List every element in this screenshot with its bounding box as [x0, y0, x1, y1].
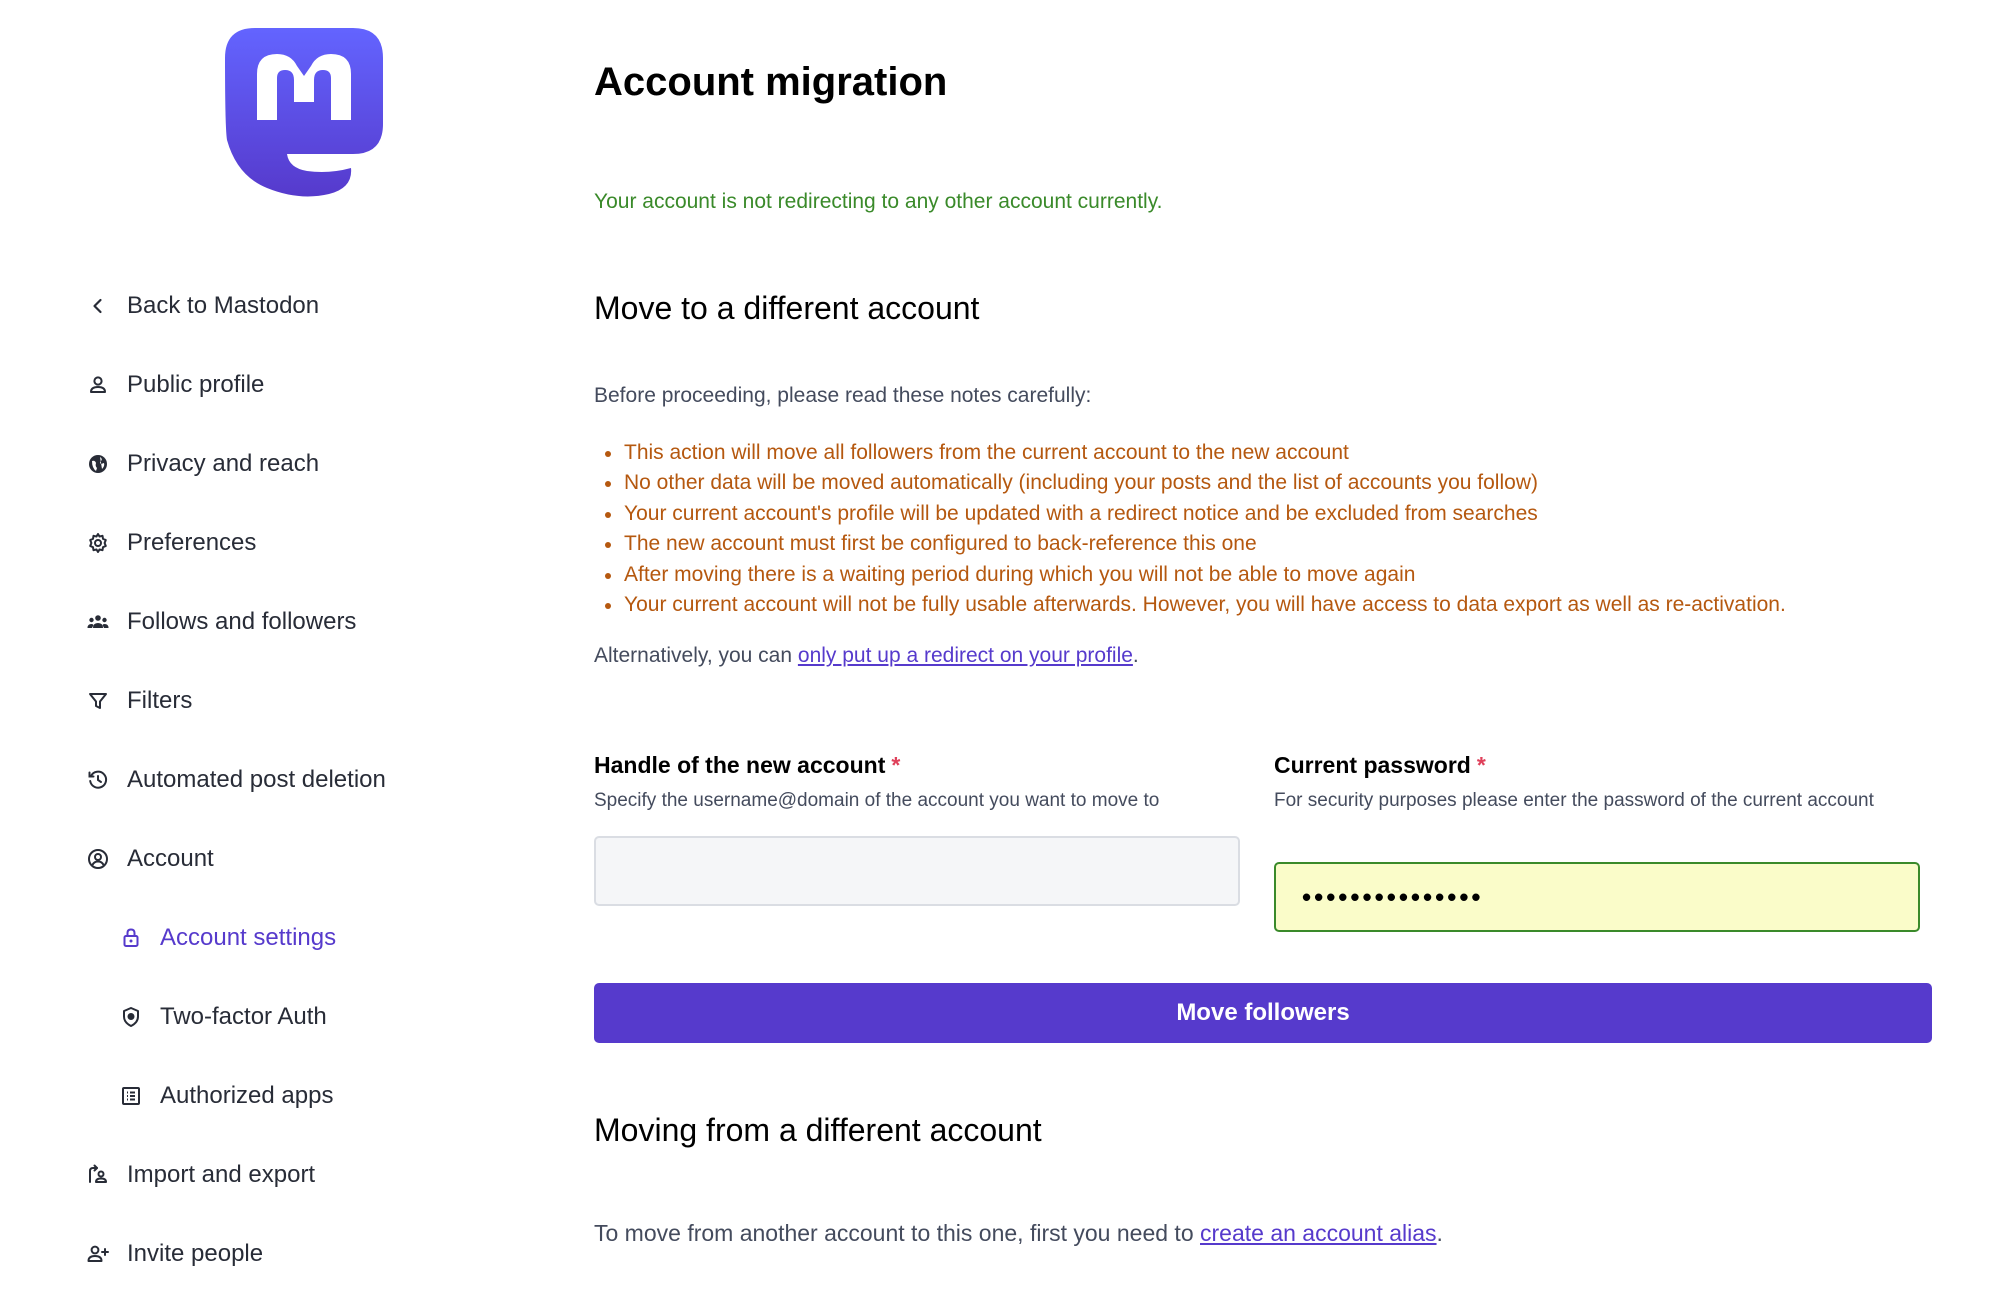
password-label	[1274, 752, 1486, 779]
sidebar-item-two-factor-auth[interactable]	[117, 989, 327, 1045]
sidebar-item-label: Two-factor Auth	[160, 1003, 327, 1030]
sidebar-item-privacy-and-reach[interactable]	[84, 436, 319, 492]
sidebar-item-filters[interactable]	[84, 673, 192, 729]
moving-from-heading: Moving from a different account	[594, 1112, 1042, 1148]
sidebar-item-import-and-export[interactable]	[84, 1147, 315, 1203]
sidebar-item-account[interactable]	[84, 831, 214, 887]
list-item: Your current account's profile will be updated with a redirect notice and be excluded from searches	[594, 499, 1786, 529]
sidebar-item-back-to-mastodon[interactable]	[84, 278, 319, 334]
sidebar-item-label: Privacy and reach	[127, 450, 320, 477]
page-title: Account migration	[594, 60, 948, 104]
group-icon	[84, 608, 112, 636]
alias-suffix: .	[1436, 1220, 1443, 1246]
sidebar-item-label: Public profile	[127, 371, 265, 398]
password-mask: •••••••••••••••	[1302, 881, 1484, 912]
handle-input[interactable]	[594, 836, 1240, 906]
handle-label-text: Handle of the new account	[594, 752, 886, 778]
shield-icon	[117, 1003, 145, 1031]
alternative-prefix: Alternatively, you can	[594, 644, 798, 667]
alternative-suffix: .	[1132, 644, 1139, 667]
password-label-text: Current password	[1274, 752, 1471, 778]
list-item: The new account must first be configured to back-reference this one	[594, 529, 1786, 559]
alias-prefix: To move from another account to this one, first you need to	[594, 1220, 1200, 1246]
sidebar-item-label: Follows and followers	[127, 608, 357, 635]
required-marker: *	[1476, 752, 1486, 778]
person-icon	[84, 371, 112, 399]
lock-icon	[117, 924, 145, 952]
warning-notes-list	[594, 438, 1786, 620]
sidebar-item-public-profile[interactable]	[84, 357, 264, 413]
redirect-status: Your account is not redirecting to any other account currently.	[594, 190, 1163, 213]
sidebar-item-label: Automated post deletion	[127, 766, 386, 793]
handle-label	[594, 752, 900, 779]
account-circle-icon	[84, 845, 112, 873]
chevron-left-icon	[84, 292, 112, 320]
sidebar-item-label: Invite people	[127, 1240, 264, 1267]
password-input[interactable]	[1274, 862, 1920, 932]
list-item: No other data will be moved automatically (including your posts and the list of accounts you follow)	[594, 468, 1786, 498]
list-item: This action will move all followers from the current account to the new account	[594, 438, 1786, 468]
import-export-icon	[84, 1161, 112, 1189]
move-followers-button[interactable]: Move followers	[594, 983, 1932, 1043]
globe-icon	[84, 450, 112, 478]
sidebar-item-account-settings[interactable]	[117, 910, 336, 966]
list-item: After moving there is a waiting period during which you will not be able to move again	[594, 560, 1786, 590]
sidebar-item-follows-and-followers[interactable]	[84, 594, 356, 650]
list-item: Your current account will not be fully usable afterwards. However, you will have access to data export as well as re-activation.	[594, 590, 1786, 620]
sidebar-item-invite-people[interactable]	[84, 1226, 263, 1282]
sidebar-item-label: Filters	[127, 687, 193, 714]
required-marker: *	[891, 752, 901, 778]
list-icon	[117, 1082, 145, 1110]
sidebar-item-label: Account settings	[160, 924, 337, 951]
sidebar-item-label: Import and export	[127, 1161, 316, 1188]
alternative-text	[594, 644, 1139, 668]
redirect-profile-link[interactable]: only put up a redirect on your profile	[797, 644, 1133, 667]
sidebar-item-automated-post-deletion[interactable]	[84, 752, 386, 808]
sidebar-item-label: Preferences	[127, 529, 257, 556]
mastodon-logo[interactable]	[225, 28, 383, 198]
sidebar-item-label: Account	[127, 845, 214, 872]
create-account-alias-link[interactable]: create an account alias	[1200, 1220, 1437, 1246]
notes-lead: Before proceeding, please read these notes carefully:	[594, 384, 1092, 407]
history-icon	[84, 766, 112, 794]
sidebar-item-label: Back to Mastodon	[127, 292, 320, 319]
gear-icon	[84, 529, 112, 557]
handle-hint: Specify the username@domain of the account you want to move to	[594, 790, 1160, 811]
password-hint: For security purposes please enter the password of the current account	[1274, 790, 1874, 811]
filter-icon	[84, 687, 112, 715]
alias-text	[594, 1220, 1443, 1247]
sidebar-item-label: Authorized apps	[160, 1082, 334, 1109]
sidebar-item-authorized-apps[interactable]	[117, 1068, 333, 1124]
move-section-heading: Move to a different account	[594, 290, 980, 326]
person-add-icon	[84, 1240, 112, 1268]
sidebar-item-preferences[interactable]	[84, 515, 256, 571]
